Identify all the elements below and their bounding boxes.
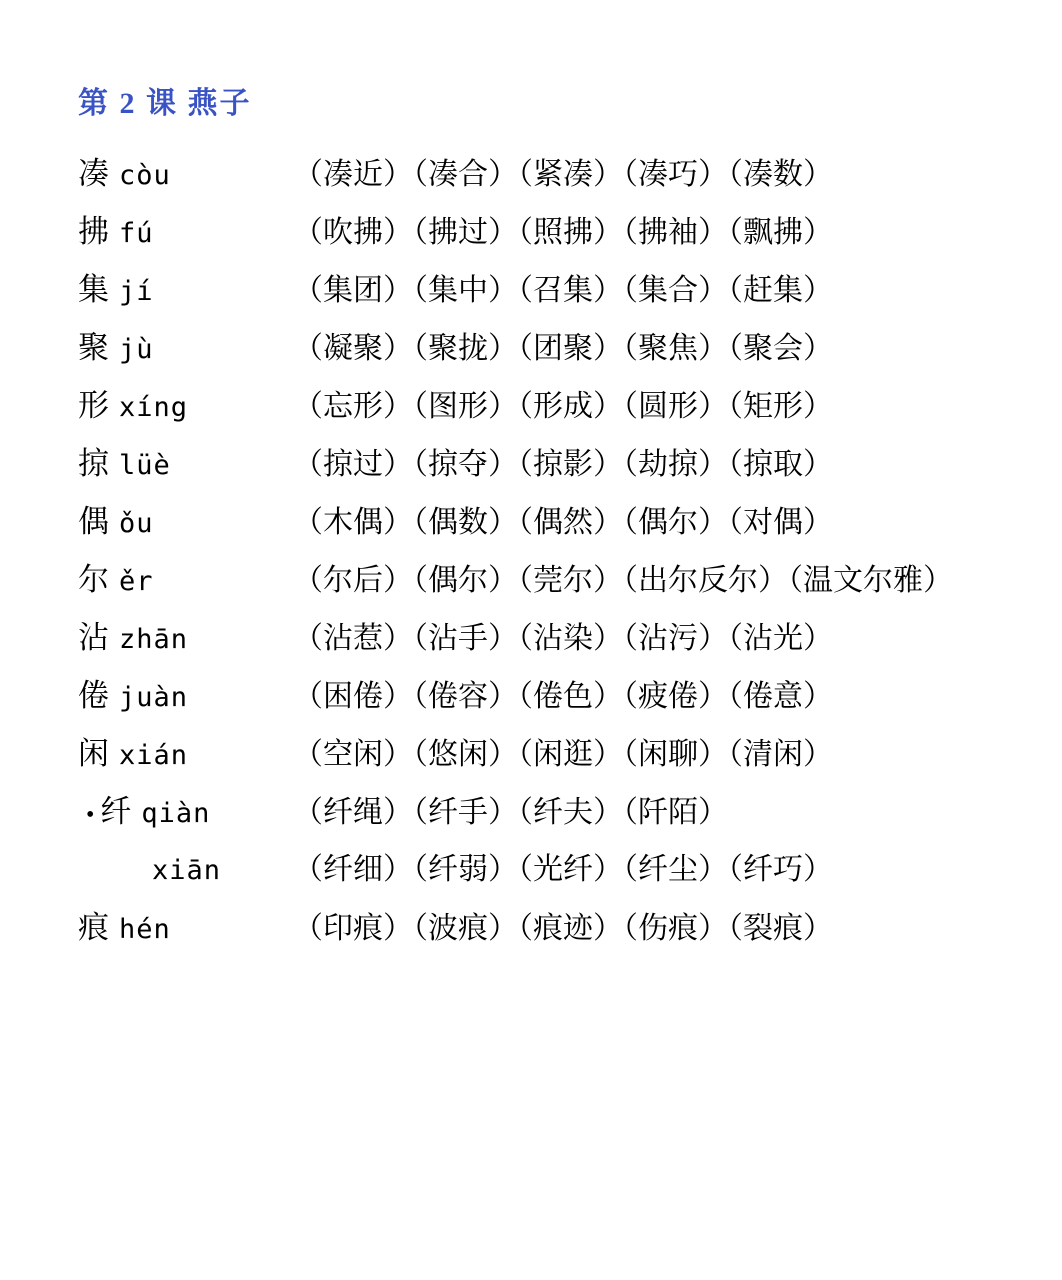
entry-character: 沾 xyxy=(78,620,109,655)
entry-head xyxy=(78,438,293,483)
entry-pinyin: fú xyxy=(119,218,154,249)
entry-pinyin: ěr xyxy=(119,566,154,597)
entry-head xyxy=(78,728,293,773)
entry-words: （掠过）（掠夺）（掠影）（劫掠）（掠取） xyxy=(293,448,833,481)
list-item xyxy=(78,902,1002,948)
entry-pinyin: còu xyxy=(119,160,171,191)
entry-pinyin: jù xyxy=(119,334,154,365)
entry-head xyxy=(78,554,293,599)
entry-words: （忘形）（图形）（形成）（圆形）（矩形） xyxy=(293,390,833,423)
entry-head xyxy=(78,612,293,657)
entry-words: （凑近）（凑合）（紧凑）（凑巧）（凑数） xyxy=(293,158,833,191)
entry-words: （沾惹）（沾手）（沾染）（沾污）（沾光） xyxy=(293,622,833,655)
entry-words: （印痕）（波痕）（痕迹）（伤痕）（裂痕） xyxy=(293,912,833,945)
entry-words: （纤绳）（纤手）（纤夫）（阡陌） xyxy=(293,796,728,829)
entry-head xyxy=(78,264,293,309)
entry-words: （尔后）（偶尔）（莞尔）（出尔反尔）（温文尔雅） xyxy=(293,564,953,597)
entry-character: 痕 xyxy=(78,910,109,945)
entry-character: 凑 xyxy=(78,156,109,191)
entry-head xyxy=(78,670,293,715)
entry-head xyxy=(78,148,293,193)
entry-character: 纤 xyxy=(100,794,132,829)
entry-character: 闲 xyxy=(78,736,109,771)
entry-head xyxy=(78,902,293,947)
entry-head xyxy=(78,206,293,251)
entry-pinyin: jí xyxy=(119,276,154,307)
entry-character: 形 xyxy=(78,388,109,423)
entry-words: （空闲）（悠闲）（闲逛）（闲聊）（清闲） xyxy=(293,738,833,771)
entry-words: （困倦）（倦容）（倦色）（疲倦）（倦意） xyxy=(293,680,833,713)
entry-character: 掠 xyxy=(78,446,109,481)
vocabulary-list xyxy=(78,148,1002,948)
entry-head xyxy=(78,322,293,367)
entry-pinyin: zhān xyxy=(119,624,189,655)
entry-head xyxy=(78,786,293,831)
entry-character: 集 xyxy=(78,272,109,307)
entry-words: （凝聚）（聚拢）（团聚）（聚焦）（聚会） xyxy=(293,332,833,365)
entry-character: 尔 xyxy=(78,562,109,597)
entry-head xyxy=(78,853,293,887)
entry-character: 聚 xyxy=(78,330,109,365)
list-item xyxy=(78,206,1002,252)
page-title: 第 2 课 燕子 xyxy=(78,87,252,120)
bullet-icon: • xyxy=(86,801,95,828)
entry-words: （集团）（集中）（召集）（集合）（赶集） xyxy=(293,274,833,307)
entry-pinyin: lüè xyxy=(119,450,171,481)
entry-pinyin: xián xyxy=(119,740,189,771)
list-item xyxy=(78,438,1002,484)
entry-words: （纤细）（纤弱）（光纤）（纤尘）（纤巧） xyxy=(293,853,833,886)
list-item xyxy=(78,322,1002,368)
list-item xyxy=(78,844,1002,890)
list-item xyxy=(78,554,1002,600)
entry-character: 倦 xyxy=(78,678,109,713)
list-item xyxy=(78,380,1002,426)
entry-pinyin: juàn xyxy=(119,682,189,713)
list-item xyxy=(78,670,1002,716)
entry-pinyin: xiān xyxy=(152,855,222,886)
entry-pinyin: ǒu xyxy=(119,508,154,539)
entry-words: （吹拂）（拂过）（照拂）（拂袖）（飘拂） xyxy=(293,216,833,249)
entry-character: 偶 xyxy=(78,504,109,539)
list-item xyxy=(78,148,1002,194)
entry-words: （木偶）（偶数）（偶然）（偶尔）（对偶） xyxy=(293,506,833,539)
entry-head xyxy=(78,496,293,541)
entry-pinyin: qiàn xyxy=(141,798,211,829)
entry-pinyin: xíng xyxy=(119,392,189,423)
entry-character: 拂 xyxy=(78,214,109,249)
entry-head xyxy=(78,380,293,425)
list-item xyxy=(78,264,1002,310)
entry-pinyin: hén xyxy=(119,914,171,945)
list-item xyxy=(78,728,1002,774)
list-item xyxy=(78,496,1002,542)
list-item xyxy=(78,786,1002,832)
list-item xyxy=(78,612,1002,658)
